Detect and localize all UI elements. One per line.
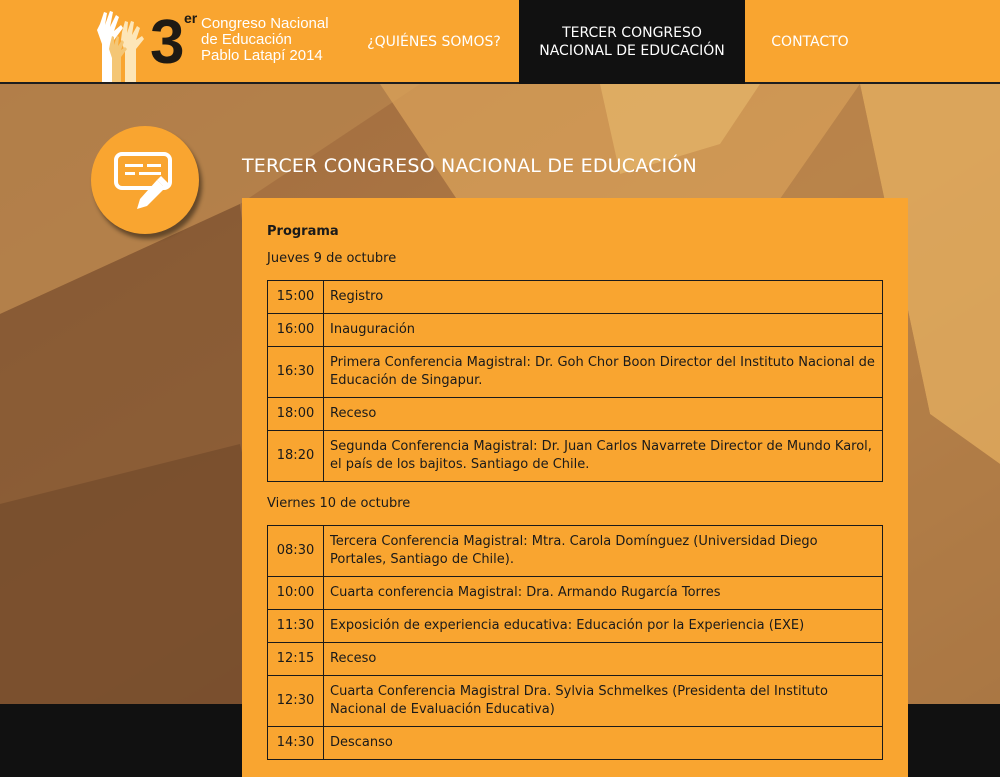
row-time: 08:30: [268, 526, 324, 577]
nav-tercer-congreso-line-1: TERCER CONGRESO: [562, 25, 702, 41]
row-event: Cuarta Conferencia Magistral Dra. Sylvia Schmelkes (Presidenta del Instituto Nacional de Evaluación Educativa): [324, 676, 883, 727]
row-time: 18:20: [268, 431, 324, 482]
day-label-2: Viernes 10 de octubre: [267, 496, 411, 511]
logo-text: [201, 16, 351, 64]
day-label-1: Jueves 9 de octubre: [267, 251, 397, 266]
logo-line-2: de Educación: [201, 31, 292, 48]
row-event: Registro: [324, 281, 883, 314]
row-event: Segunda Conferencia Magistral: Dr. Juan Carlos Navarrete Director de Mundo Karol, el país de los bajitos. Santiago de Chile.: [324, 431, 883, 482]
row-event: Descanso: [324, 727, 883, 760]
table-row: [268, 610, 883, 643]
nav-quienes-somos[interactable]: ¿QUIÉNES SOMOS?: [367, 34, 501, 50]
row-event: Exposición de experiencia educativa: Educación por la Experiencia (EXE): [324, 610, 883, 643]
logo-number: 3: [150, 8, 185, 77]
row-event: Cuarta conferencia Magistral: Dra. Armando Rugarcía Torres: [324, 577, 883, 610]
row-event: Receso: [324, 643, 883, 676]
row-time: 18:00: [268, 398, 324, 431]
row-time: 10:00: [268, 577, 324, 610]
nav-contacto[interactable]: CONTACTO: [771, 34, 849, 50]
row-event: Inauguración: [324, 314, 883, 347]
schedule-table-day-2: [267, 525, 883, 760]
logo-line-1: Congreso Nacional: [201, 15, 329, 32]
nav-tercer-congreso-line-2: NACIONAL DE EDUCACIÓN: [539, 43, 725, 59]
page-icon-badge: [91, 126, 199, 234]
logo-superscript: er: [184, 10, 198, 26]
site-logo[interactable]: [92, 6, 342, 82]
site-header: [0, 0, 1000, 84]
row-time: 15:00: [268, 281, 324, 314]
table-row: [268, 347, 883, 398]
row-time: 14:30: [268, 727, 324, 760]
table-row: [268, 281, 883, 314]
row-time: 16:30: [268, 347, 324, 398]
table-row: [268, 727, 883, 760]
row-event: Receso: [324, 398, 883, 431]
row-time: 11:30: [268, 610, 324, 643]
row-event: Tercera Conferencia Magistral: Mtra. Carola Domínguez (Universidad Diego Portales, Santiago de Chile).: [324, 526, 883, 577]
table-row: [268, 643, 883, 676]
row-event: Primera Conferencia Magistral: Dr. Goh Chor Boon Director del Instituto Nacional de Educación de Singapur.: [324, 347, 883, 398]
table-row: [268, 398, 883, 431]
logo-line-3: Pablo Latapí 2014: [201, 47, 323, 64]
page-title: TERCER CONGRESO NACIONAL DE EDUCACIÓN: [242, 155, 697, 177]
document-pen-icon: [113, 150, 177, 210]
table-row: [268, 431, 883, 482]
row-time: 12:30: [268, 676, 324, 727]
raised-hands-icon: [92, 6, 154, 82]
schedule-table-day-1: [267, 280, 883, 482]
table-row: [268, 676, 883, 727]
program-panel: [242, 198, 908, 777]
nav-tercer-congreso[interactable]: [519, 0, 745, 84]
table-row: [268, 526, 883, 577]
row-time: 12:15: [268, 643, 324, 676]
program-heading: Programa: [267, 224, 339, 239]
row-time: 16:00: [268, 314, 324, 347]
table-row: [268, 314, 883, 347]
table-row: [268, 577, 883, 610]
